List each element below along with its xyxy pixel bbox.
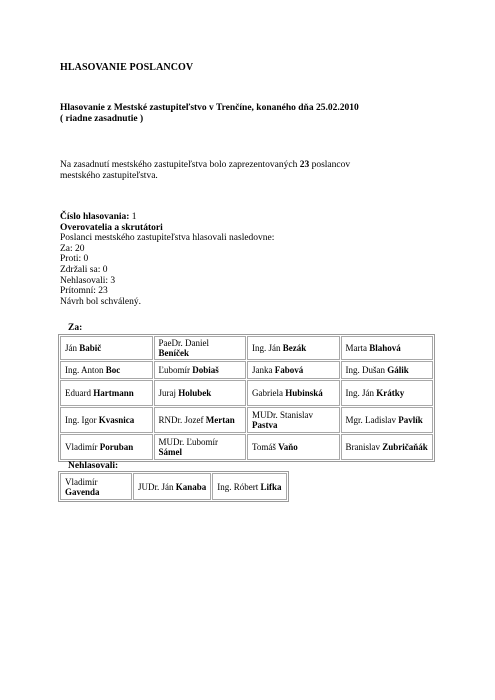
voter-first-name: Mgr. Ladislav bbox=[345, 415, 399, 425]
voter-cell bbox=[60, 473, 132, 500]
voter-last-name: Boc bbox=[105, 365, 121, 375]
voter-last-name: Gavenda bbox=[65, 486, 100, 497]
voter-cell bbox=[341, 361, 434, 379]
not-voted-table bbox=[58, 471, 289, 502]
voter-first-name: Janka bbox=[252, 365, 275, 375]
vote-number: 1 bbox=[129, 212, 137, 222]
voter-cell bbox=[247, 380, 340, 406]
voter-last-name: Hubinská bbox=[285, 388, 323, 398]
voter-cell bbox=[60, 407, 153, 433]
table-row bbox=[60, 407, 433, 433]
session-title bbox=[60, 103, 359, 125]
attendance-text-before: Na zasadnutí mestského zastupiteľstva bolo zaprezentovaných bbox=[60, 160, 300, 170]
voter-cell bbox=[341, 407, 434, 433]
voter-last-name: Mertan bbox=[205, 415, 235, 425]
vote-for-count: Za: 20 bbox=[60, 243, 85, 254]
voter-first-name: Juraj bbox=[158, 388, 179, 398]
voter-first-name: MUDr. Stanislav bbox=[252, 410, 314, 420]
vote-not-voted-count: Nehlasovali: 3 bbox=[60, 275, 116, 286]
voter-cell bbox=[247, 336, 340, 360]
voter-first-name: JUDr. Ján bbox=[138, 481, 176, 492]
attendance-paragraph bbox=[60, 160, 390, 182]
voter-cell bbox=[154, 380, 247, 406]
voter-last-name: Pastva bbox=[252, 420, 278, 430]
attendance-text-after: poslancov mestského zastupiteľstva. bbox=[60, 160, 351, 181]
session-title-line: Hlasovanie z Mestské zastupiteľstvo v Trenčíne, konaného dňa 25.02.2010 bbox=[60, 103, 359, 113]
voter-last-name: Poruban bbox=[99, 442, 134, 452]
voter-cell bbox=[154, 336, 247, 360]
voter-last-name: Kvasnica bbox=[98, 415, 135, 425]
voter-first-name: Ing. Ján bbox=[345, 388, 377, 398]
voter-cell bbox=[154, 361, 247, 379]
voter-last-name: Babič bbox=[79, 343, 102, 353]
vote-summary bbox=[60, 212, 274, 307]
voter-cell bbox=[154, 407, 247, 433]
voter-last-name: Sámel bbox=[158, 447, 182, 457]
vote-number-label: Číslo hlasovania: bbox=[60, 212, 130, 222]
voter-first-name: PaeDr. Daniel bbox=[158, 338, 209, 348]
voter-last-name: Vaňo bbox=[278, 442, 298, 452]
for-section-label: Za: bbox=[68, 323, 83, 333]
vote-present-count: Prítomní: 23 bbox=[60, 286, 108, 297]
voter-last-name: Pavlík bbox=[398, 415, 423, 425]
voter-cell bbox=[60, 380, 153, 406]
vote-result: Návrh bol schválený. bbox=[60, 296, 141, 307]
voter-first-name: Marta bbox=[345, 343, 370, 353]
voter-last-name: Blahová bbox=[369, 343, 401, 353]
table-row bbox=[60, 434, 433, 460]
voter-first-name: Ing. Róbert bbox=[217, 481, 261, 492]
vote-topic: Overovatelia a skrutátori bbox=[60, 222, 163, 233]
attendance-count: 23 bbox=[299, 160, 310, 170]
voter-last-name: Lifka bbox=[260, 481, 282, 492]
voter-cell bbox=[60, 336, 153, 360]
voter-last-name: Krátky bbox=[376, 388, 405, 398]
voter-first-name: Ing. Dušan bbox=[345, 365, 388, 375]
table-row bbox=[60, 336, 433, 360]
voter-cell bbox=[341, 380, 434, 406]
for-voters-table bbox=[58, 334, 435, 462]
document-heading: HLASOVANIE POSLANCOV bbox=[60, 62, 194, 73]
table-row bbox=[60, 361, 433, 379]
voter-cell bbox=[60, 361, 153, 379]
voter-last-name: Holubek bbox=[178, 388, 212, 398]
voter-first-name: Gabriela bbox=[252, 388, 286, 398]
vote-number-line bbox=[60, 212, 274, 223]
voter-cell bbox=[247, 434, 340, 460]
voter-first-name: MUDr. Ľubomír bbox=[158, 437, 218, 447]
voter-last-name: Zubričaňák bbox=[382, 442, 428, 452]
voter-first-name: Ľubomír bbox=[158, 365, 193, 375]
voter-first-name: Vladimír bbox=[65, 476, 98, 487]
voter-cell bbox=[247, 407, 340, 433]
voter-first-name: Branislav bbox=[345, 442, 383, 452]
voter-first-name: Tomáš bbox=[252, 442, 279, 452]
table-row bbox=[60, 473, 287, 500]
voter-first-name: Ing. Ján bbox=[252, 343, 283, 353]
vote-abstain-count: Zdržali sa: 0 bbox=[60, 264, 108, 275]
voter-cell bbox=[60, 434, 153, 460]
voter-first-name: Eduard bbox=[65, 388, 94, 398]
vote-lead: Poslanci mestského zastupiteľstva hlasovali nasledovne: bbox=[60, 233, 275, 244]
voter-first-name: Vladimír bbox=[65, 442, 100, 452]
voter-cell bbox=[154, 434, 247, 460]
voter-first-name: Ing. Anton bbox=[65, 365, 106, 375]
session-type: ( riadne zasadnutie ) bbox=[60, 114, 144, 124]
voter-last-name: Hartmann bbox=[93, 388, 134, 398]
voter-last-name: Dobiaš bbox=[192, 365, 219, 375]
voter-cell bbox=[212, 473, 286, 500]
voter-last-name: Bezák bbox=[282, 343, 307, 353]
voter-last-name: Fabová bbox=[274, 365, 304, 375]
voter-last-name: Kanaba bbox=[175, 481, 207, 492]
not-voted-section-label: Nehlasovali: bbox=[68, 461, 119, 471]
table-row bbox=[60, 380, 433, 406]
vote-against-count: Proti: 0 bbox=[60, 254, 89, 265]
voter-last-name: Beníček bbox=[158, 348, 189, 358]
voter-cell bbox=[247, 361, 340, 379]
voter-cell bbox=[341, 434, 434, 460]
voter-cell bbox=[133, 473, 211, 500]
voter-cell bbox=[341, 336, 434, 360]
voter-first-name: Ing. Igor bbox=[65, 415, 99, 425]
voter-first-name: Ján bbox=[65, 343, 80, 353]
voter-first-name: RNDr. Jozef bbox=[158, 415, 206, 425]
voter-last-name: Gálik bbox=[387, 365, 409, 375]
